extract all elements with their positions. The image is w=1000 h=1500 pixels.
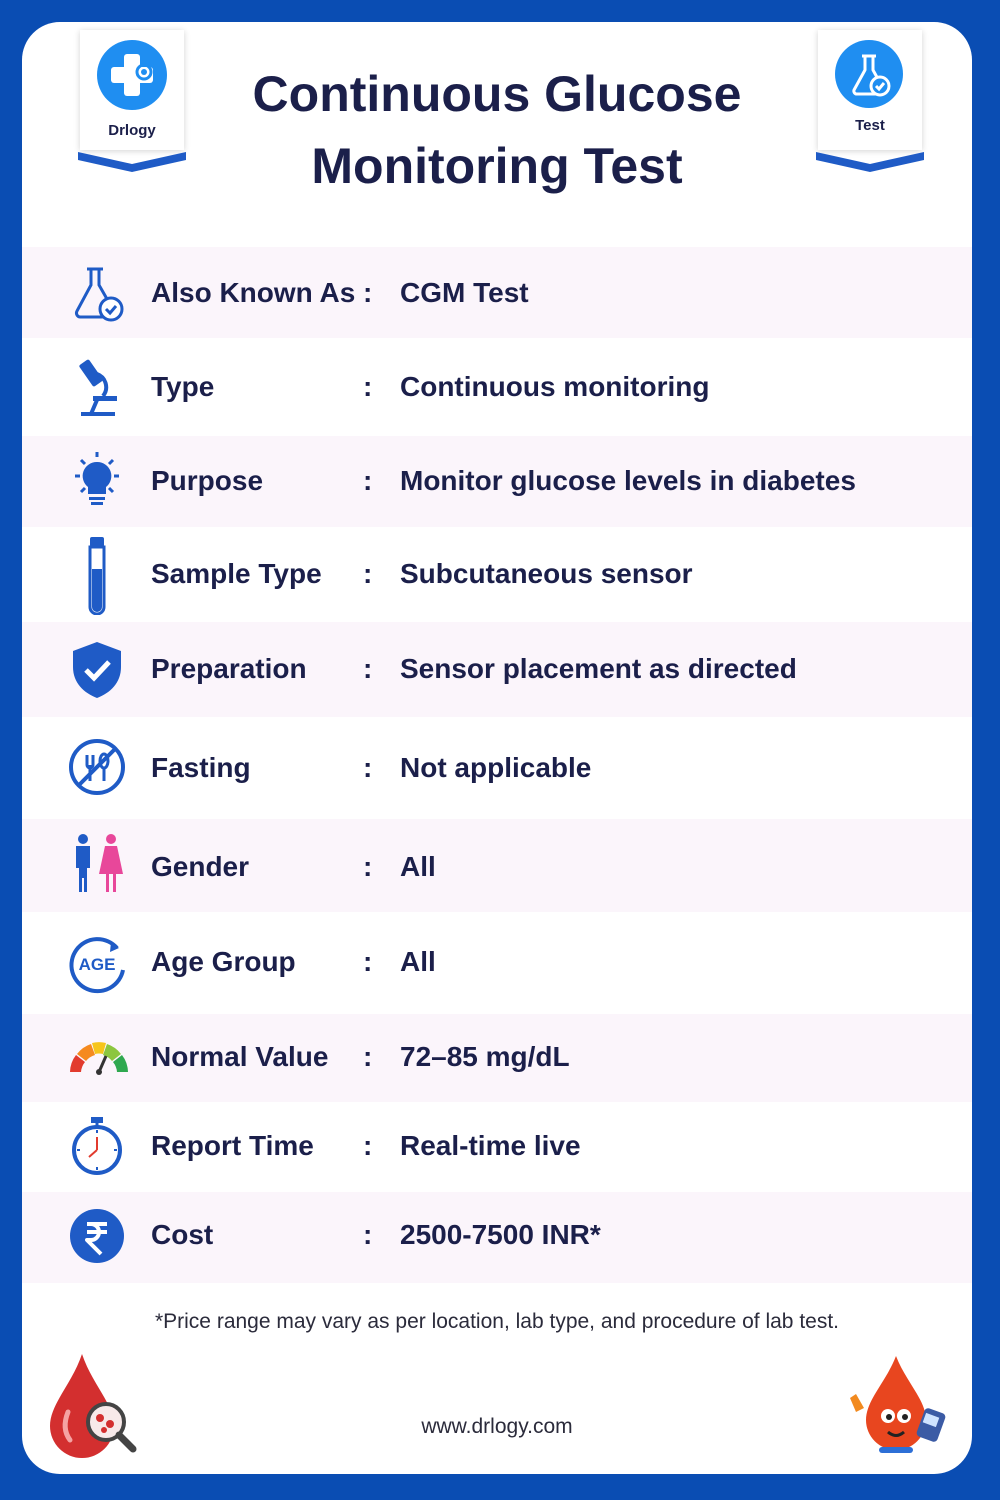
- row-value: Continuous monitoring: [400, 371, 710, 402]
- row-colon: :: [363, 277, 373, 308]
- title-line-1: Continuous Glucose: [252, 66, 742, 122]
- row-colon: :: [363, 1130, 373, 1161]
- website-url: www.drlogy.com: [421, 1415, 573, 1438]
- row-label: Also Known As: [151, 277, 356, 308]
- title-line-2: Monitoring Test: [311, 138, 683, 194]
- row-value: Monitor glucose levels in diabetes: [400, 465, 856, 496]
- row-label: Type: [151, 371, 215, 402]
- row-value: All: [400, 946, 436, 977]
- no-food-icon: [67, 737, 127, 797]
- row-colon: :: [363, 752, 373, 783]
- gauge-icon: [66, 1028, 132, 1088]
- shield-check-icon: [67, 640, 127, 700]
- drlogy-logo-icon: [97, 40, 167, 110]
- row-label: Report Time: [151, 1130, 314, 1161]
- drlogy-badge-label: Drlogy: [108, 122, 156, 139]
- row-fasting: [22, 717, 972, 819]
- row-colon: :: [363, 465, 373, 496]
- svg-text:AGE: AGE: [78, 955, 116, 974]
- row-value: CGM Test: [400, 277, 529, 308]
- row-label: Fasting: [151, 752, 251, 783]
- microscope-icon: [67, 356, 127, 416]
- row-value: Not applicable: [400, 752, 592, 783]
- lightbulb-icon: [67, 450, 127, 510]
- row-type: [22, 338, 972, 436]
- age-icon: [67, 934, 127, 994]
- row-label: Purpose: [151, 465, 264, 496]
- row-label: Normal Value: [151, 1041, 329, 1072]
- gender-icon: [67, 833, 127, 893]
- test-badge-label: Test: [855, 117, 885, 134]
- row-value: All: [400, 851, 436, 882]
- price-disclaimer: *Price range may vary as per location, lab type, and procedure of lab test.: [154, 1310, 840, 1333]
- row-value: Sensor placement as directed: [400, 653, 797, 684]
- infographic-card: [22, 22, 972, 1474]
- row-colon: :: [363, 851, 373, 882]
- row-also-known-as: [22, 247, 972, 338]
- blood-drop-magnifier-icon: [48, 1352, 138, 1462]
- ribbon-icon: [78, 148, 186, 174]
- test-badge: [818, 30, 922, 150]
- row-value: Subcutaneous sensor: [400, 558, 693, 589]
- row-preparation: [22, 622, 972, 717]
- row-sample-type: [22, 527, 972, 622]
- row-purpose: [22, 436, 972, 527]
- drlogy-logo-badge: [80, 30, 184, 150]
- row-age-group: [22, 912, 972, 1014]
- row-colon: :: [363, 653, 373, 684]
- row-label: Sample Type: [151, 558, 322, 589]
- row-colon: :: [363, 558, 373, 589]
- blood-drop-mascot-icon: [846, 1352, 956, 1464]
- row-cost: [22, 1192, 972, 1283]
- page-title: [172, 58, 822, 202]
- row-value: 2500-7500 INR*: [400, 1219, 601, 1250]
- row-label: Gender: [151, 851, 250, 882]
- row-gender: [22, 819, 972, 912]
- row-value: 72–85 mg/dL: [400, 1041, 570, 1072]
- row-colon: :: [363, 371, 373, 402]
- row-normal-value: [22, 1014, 972, 1102]
- row-label: Preparation: [151, 653, 307, 684]
- row-label: Cost: [151, 1219, 214, 1250]
- row-label: Age Group: [151, 946, 296, 977]
- rupee-icon: [67, 1206, 127, 1266]
- flask-check-icon: [67, 263, 127, 323]
- row-report-time: [22, 1102, 972, 1192]
- test-details-list: [22, 247, 972, 1283]
- row-value: Real-time live: [400, 1130, 581, 1161]
- ribbon-icon: [816, 148, 924, 174]
- test-tube-icon: [67, 535, 127, 615]
- row-colon: :: [363, 1219, 373, 1250]
- row-colon: :: [363, 946, 373, 977]
- stopwatch-icon: [67, 1115, 127, 1175]
- flask-badge-icon: [835, 40, 903, 108]
- row-colon: :: [363, 1041, 373, 1072]
